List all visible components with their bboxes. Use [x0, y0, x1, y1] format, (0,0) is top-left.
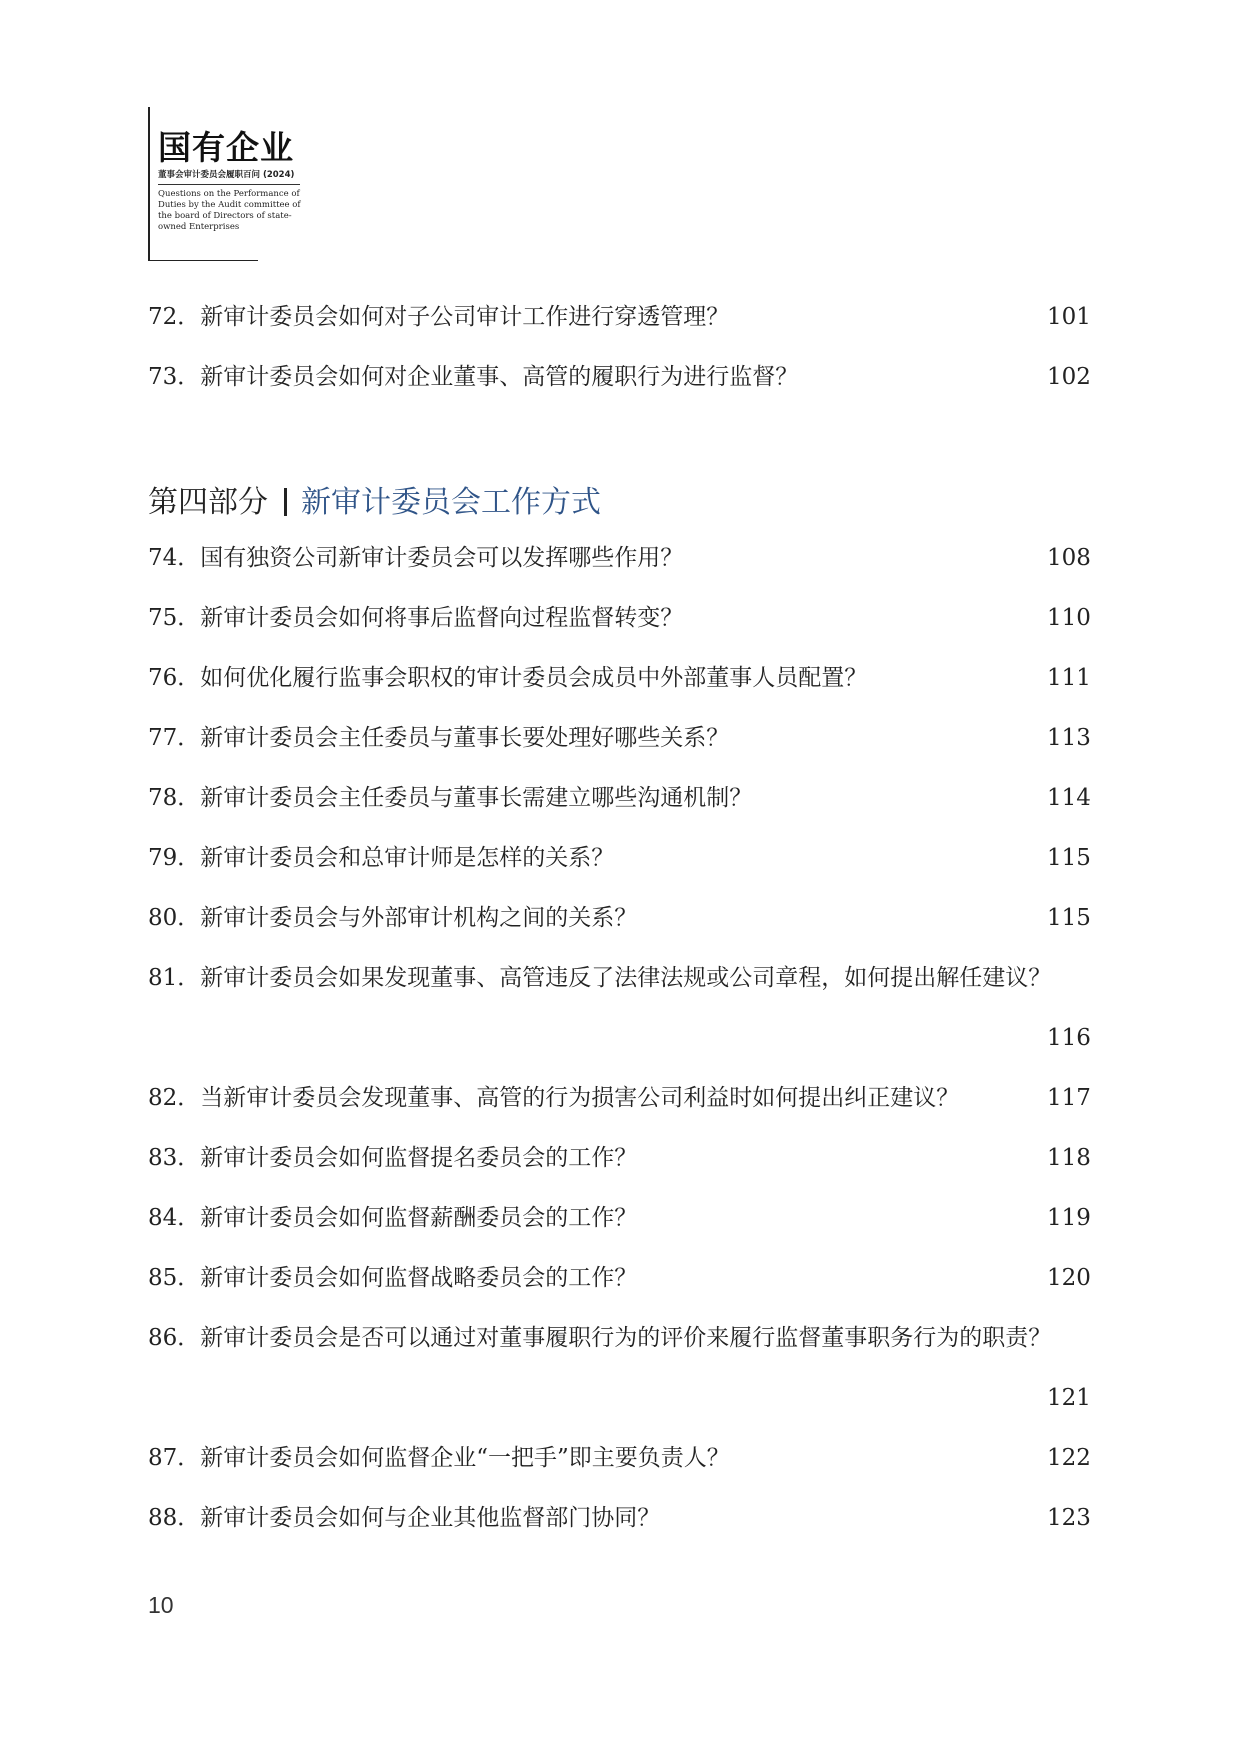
toc-entry-74[interactable]: 74．国有独资公司新审计委员会可以发挥哪些作用？: [148, 545, 684, 571]
toc-entry-75[interactable]: 75．新审计委员会如何将事后监督向过程监督转变？: [148, 605, 684, 631]
toc-page-75: 110: [1047, 605, 1091, 631]
toc-entry-80[interactable]: 80．新审计委员会与外部审计机构之间的关系？: [148, 905, 638, 931]
toc-entry-77[interactable]: 77．新审计委员会主任委员与董事长要处理好哪些关系？: [148, 725, 730, 751]
logo-english-line: Questions on the Performance of: [158, 189, 300, 199]
logo-english-line: the board of Directors of state-: [158, 211, 292, 221]
logo-border-left: [148, 107, 150, 261]
logo-divider: [158, 184, 300, 185]
toc-page-73: 102: [1047, 364, 1091, 390]
toc-page-76: 111: [1047, 665, 1091, 691]
logo-english-line: owned Enterprises: [158, 222, 240, 232]
toc-page-85: 120: [1047, 1265, 1091, 1291]
toc-entry-72[interactable]: 72．新审计委员会如何对子公司审计工作进行穿透管理？: [148, 304, 730, 330]
section-title[interactable]: 新审计委员会工作方式: [301, 485, 601, 520]
page-number: 10: [148, 1592, 174, 1618]
logo-english-title: [158, 189, 308, 233]
toc-page-81: 116: [1047, 1025, 1091, 1051]
section-heading: [148, 484, 601, 522]
toc-page-80: 115: [1047, 905, 1091, 931]
toc-entry-79[interactable]: 79．新审计委员会和总审计师是怎样的关系？: [148, 845, 615, 871]
toc-page-86: 121: [1047, 1385, 1091, 1411]
toc-entry-85[interactable]: 85．新审计委员会如何监督战略委员会的工作？: [148, 1265, 638, 1291]
toc-page-88: 123: [1047, 1505, 1091, 1531]
section-label: 第四部分: [148, 485, 268, 520]
toc-page-82: 117: [1047, 1085, 1091, 1111]
toc-entry-76[interactable]: 76．如何优化履行监事会职权的审计委员会成员中外部董事人员配置？: [148, 665, 868, 691]
section-divider: [284, 488, 287, 516]
toc-page-78: 114: [1047, 785, 1091, 811]
logo-english-line: Duties by the Audit committee of: [158, 200, 301, 210]
logo-subtitle: 董事会审计委员会履职百问 (2024): [158, 170, 295, 180]
toc-entry-83[interactable]: 83．新审计委员会如何监督提名委员会的工作？: [148, 1145, 638, 1171]
toc-page-77: 113: [1047, 725, 1091, 751]
toc-page-72: 101: [1047, 304, 1091, 330]
toc-page-84: 119: [1047, 1205, 1091, 1231]
logo-title: 国有企业: [158, 128, 294, 167]
toc-page-74: 108: [1047, 545, 1091, 571]
logo-border-bottom: [148, 260, 258, 262]
toc-entry-87[interactable]: 87．新审计委员会如何监督企业“一把手”即主要负责人？: [148, 1445, 730, 1471]
toc-entry-84[interactable]: 84．新审计委员会如何监督薪酬委员会的工作？: [148, 1205, 638, 1231]
toc-entry-73[interactable]: 73．新审计委员会如何对企业董事、高管的履职行为进行监督？: [148, 364, 799, 390]
toc-page-79: 115: [1047, 845, 1091, 871]
toc-entry-81[interactable]: 81．新审计委员会如果发现董事、高管违反了法律法规或公司章程，如何提出解任建议？: [148, 965, 1052, 991]
toc-entry-82[interactable]: 82．当新审计委员会发现董事、高管的行为损害公司利益时如何提出纠正建议？: [148, 1085, 960, 1111]
toc-entry-88[interactable]: 88．新审计委员会如何与企业其他监督部门协同？: [148, 1505, 661, 1531]
toc-entry-78[interactable]: 78．新审计委员会主任委员与董事长需建立哪些沟通机制？: [148, 785, 753, 811]
toc-page-87: 122: [1047, 1445, 1091, 1471]
toc-page-83: 118: [1047, 1145, 1091, 1171]
toc-entry-86[interactable]: 86．新审计委员会是否可以通过对董事履职行为的评价来履行监督董事职务行为的职责？: [148, 1325, 1052, 1351]
